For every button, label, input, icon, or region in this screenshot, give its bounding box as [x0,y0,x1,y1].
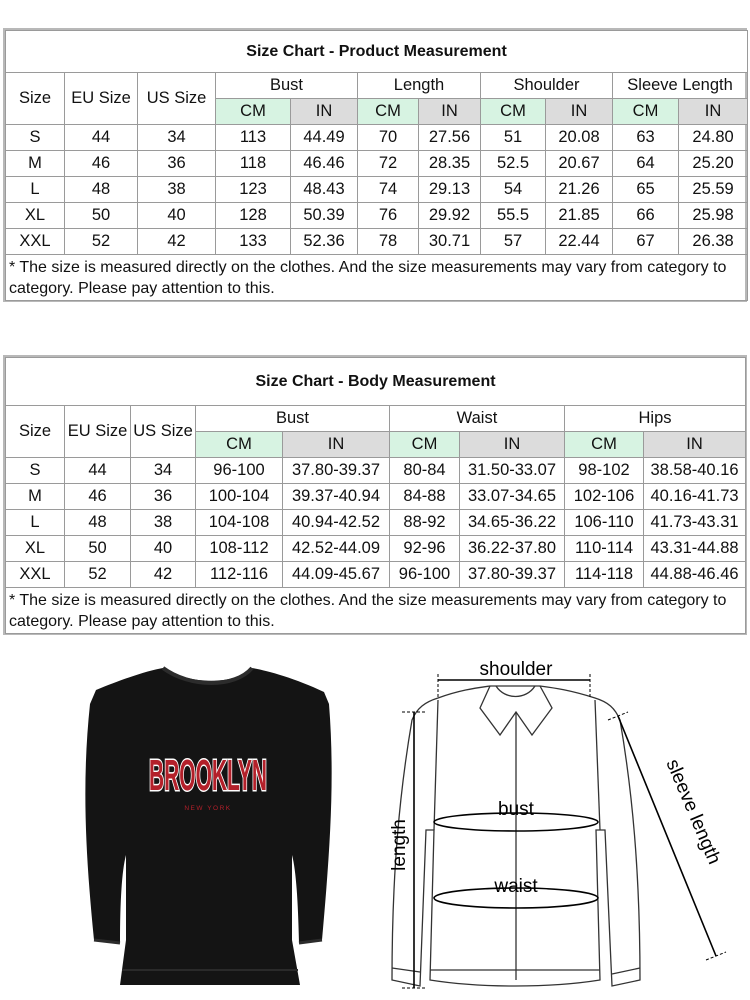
table-cell: 42 [131,562,196,588]
table-cell: XXL [6,562,65,588]
table-cell: 44 [65,458,131,484]
table-cell: XXL [6,229,65,255]
table-cell: 128 [216,203,291,229]
unit-in: IN [679,99,748,125]
table-cell: 66 [613,203,679,229]
unit-cm: CM [216,99,291,125]
measurement-diagram [350,640,750,1000]
unit-cm: CM [613,99,679,125]
table-cell: 104-108 [196,510,283,536]
header-eu-size: EU Size [65,406,131,458]
table-cell: 54 [481,177,546,203]
header-sleeve-length: Sleeve Length [613,73,748,99]
table-cell: S [6,458,65,484]
table-cell: 63 [613,125,679,151]
table-cell: 100-104 [196,484,283,510]
unit-in: IN [291,99,358,125]
table-row [6,458,746,484]
table-cell: 92-96 [390,536,460,562]
table-row [6,177,748,203]
table-row [6,536,746,562]
table-cell: 41.73-43.31 [644,510,746,536]
unit-cm: CM [565,432,644,458]
unit-cm: CM [196,432,283,458]
table-cell: 72 [358,151,419,177]
length-label: length [389,819,410,871]
product-table-body [6,125,748,255]
table-cell: L [6,177,65,203]
table-cell: 102-106 [565,484,644,510]
header-waist: Waist [390,406,565,432]
body-chart-note: * The size is measured directly on the clothes. And the size measurements may vary from category to category. Please pay attention to this. [6,588,746,634]
table-cell: 25.59 [679,177,748,203]
table-cell: 46.46 [291,151,358,177]
header-length: Length [358,73,481,99]
product-size-chart [3,28,747,302]
table-row [6,203,748,229]
header-hips: Hips [565,406,746,432]
table-cell: 44 [65,125,138,151]
table-cell: 25.20 [679,151,748,177]
table-cell: 40.94-42.52 [283,510,390,536]
table-cell: 36 [131,484,196,510]
table-cell: M [6,151,65,177]
header-size: Size [6,73,65,125]
table-cell: 114-118 [565,562,644,588]
table-cell: XL [6,203,65,229]
header-shoulder: Shoulder [481,73,613,99]
header-us-size: US Size [138,73,216,125]
product-chart-note: * The size is measured directly on the clothes. And the size measurements may vary from category to category. Please pay attention to this. [6,255,748,301]
table-cell: 21.26 [546,177,613,203]
table-cell: 67 [613,229,679,255]
figures-area [0,640,750,1000]
table-row [6,151,748,177]
table-cell: 70 [358,125,419,151]
unit-cm: CM [481,99,546,125]
table-row [6,510,746,536]
table-cell: 96-100 [196,458,283,484]
table-cell: 21.85 [546,203,613,229]
product-chart-title: Size Chart - Product Measurement [6,31,748,73]
unit-in: IN [283,432,390,458]
unit-cm: CM [390,432,460,458]
table-cell: 113 [216,125,291,151]
table-cell: 30.71 [419,229,481,255]
table-cell: 52 [65,229,138,255]
table-cell: 48 [65,510,131,536]
table-cell: 108-112 [196,536,283,562]
table-cell: 40.16-41.73 [644,484,746,510]
table-cell: 74 [358,177,419,203]
table-cell: 38 [131,510,196,536]
table-row [6,484,746,510]
table-cell: 38 [138,177,216,203]
table-cell: 110-114 [565,536,644,562]
table-row [6,229,748,255]
table-cell: 22.44 [546,229,613,255]
table-cell: 40 [138,203,216,229]
table-cell: 31.50-33.07 [460,458,565,484]
shirt-outline [392,686,640,986]
table-cell: 46 [65,151,138,177]
waist-label: waist [494,876,538,897]
table-cell: 50 [65,536,131,562]
table-cell: 44.49 [291,125,358,151]
table-cell: 46 [65,484,131,510]
table-cell: L [6,510,65,536]
table-cell: 123 [216,177,291,203]
header-bust: Bust [196,406,390,432]
unit-cm: CM [358,99,419,125]
table-cell: 118 [216,151,291,177]
table-cell: 34.65-36.22 [460,510,565,536]
table-cell: 43.31-44.88 [644,536,746,562]
table-cell: 76 [358,203,419,229]
table-cell: 44.09-45.67 [283,562,390,588]
table-cell: 36.22-37.80 [460,536,565,562]
table-cell: 98-102 [565,458,644,484]
table-cell: 34 [131,458,196,484]
table-cell: 133 [216,229,291,255]
table-cell: 55.5 [481,203,546,229]
body-size-chart [3,355,747,635]
table-cell: 36 [138,151,216,177]
table-cell: 65 [613,177,679,203]
table-cell: 88-92 [390,510,460,536]
table-cell: 37.80-39.37 [283,458,390,484]
table-cell: 84-88 [390,484,460,510]
header-eu-size: EU Size [65,73,138,125]
table-cell: 20.67 [546,151,613,177]
table-cell: S [6,125,65,151]
sweatshirt-body [85,668,331,985]
table-cell: 64 [613,151,679,177]
product-size-table [5,30,748,301]
table-cell: 27.56 [419,125,481,151]
table-cell: 57 [481,229,546,255]
table-cell: 33.07-34.65 [460,484,565,510]
bust-label: bust [498,799,534,820]
table-cell: 112-116 [196,562,283,588]
table-cell: 51 [481,125,546,151]
table-row [6,562,746,588]
table-cell: 34 [138,125,216,151]
new-york-print: NEW YORK [184,805,232,812]
table-cell: M [6,484,65,510]
table-cell: 25.98 [679,203,748,229]
table-cell: 29.13 [419,177,481,203]
body-chart-title: Size Chart - Body Measurement [6,358,746,406]
table-cell: 28.35 [419,151,481,177]
table-cell: 106-110 [565,510,644,536]
table-cell: 26.38 [679,229,748,255]
table-cell: 48.43 [291,177,358,203]
shoulder-label: shoulder [479,659,553,680]
table-cell: 38.58-40.16 [644,458,746,484]
table-cell: 24.80 [679,125,748,151]
table-cell: 42 [138,229,216,255]
sweatshirt-image [30,640,330,1000]
header-size: Size [6,406,65,458]
table-cell: 52.5 [481,151,546,177]
brooklyn-print: BROOKLYN [149,751,267,800]
table-cell: 78 [358,229,419,255]
header-us-size: US Size [131,406,196,458]
table-cell: 50.39 [291,203,358,229]
table-cell: 44.88-46.46 [644,562,746,588]
body-table-body [6,458,746,588]
table-cell: 39.37-40.94 [283,484,390,510]
unit-in: IN [644,432,746,458]
table-row [6,125,748,151]
table-cell: 52.36 [291,229,358,255]
table-cell: 50 [65,203,138,229]
table-cell: 29.92 [419,203,481,229]
table-cell: 42.52-44.09 [283,536,390,562]
unit-in: IN [460,432,565,458]
table-cell: 80-84 [390,458,460,484]
sleeve-length-label: sleeve length [661,756,725,868]
table-cell: XL [6,536,65,562]
table-cell: 96-100 [390,562,460,588]
table-cell: 48 [65,177,138,203]
table-cell: 20.08 [546,125,613,151]
header-bust: Bust [216,73,358,99]
table-cell: 40 [131,536,196,562]
body-size-table [5,357,746,634]
table-cell: 37.80-39.37 [460,562,565,588]
unit-in: IN [419,99,481,125]
table-cell: 52 [65,562,131,588]
unit-in: IN [546,99,613,125]
